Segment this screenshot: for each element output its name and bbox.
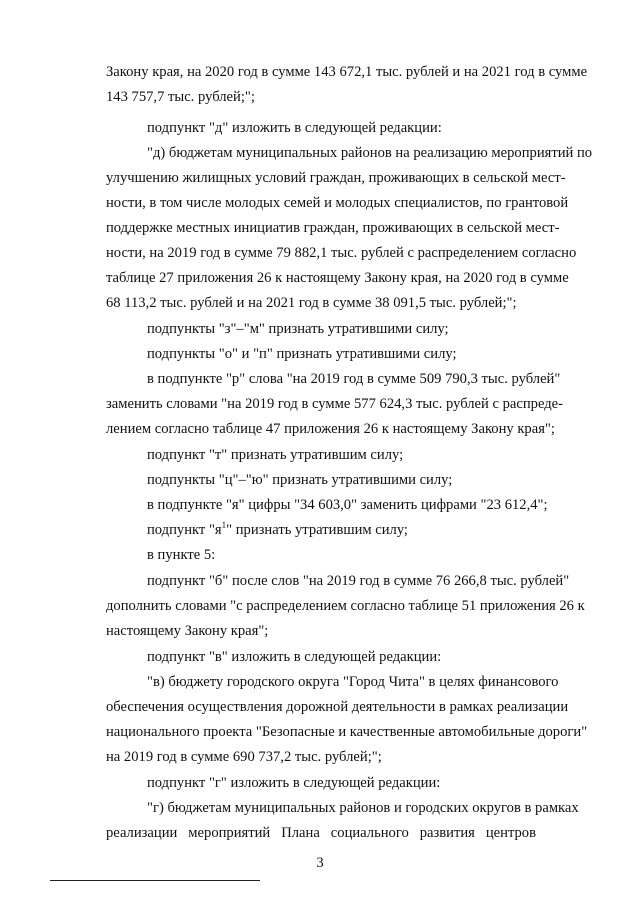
superscript: 1 — [221, 520, 227, 531]
text-line: ности, на 2019 год в сумме 79 882,1 тыс. рублей с распределением согласно — [106, 245, 577, 261]
text-line: на 2019 год в сумме 690 737,2 тыс. рублей;"; — [106, 749, 382, 765]
text-line: подпункты "з"–"м" признать утратившими силу; — [147, 321, 449, 337]
text-line: 143 757,7 тыс. рублей;"; — [106, 89, 255, 105]
text-line: реализации мероприятий Плана социального развития центров — [106, 825, 536, 841]
text-line: "д) бюджетам муниципальных районов на реализацию мероприятий по — [147, 145, 593, 161]
text-line: обеспечения осуществления дорожной деятельности в рамках реализации — [106, 699, 569, 715]
page-number: 3 — [316, 855, 324, 871]
text-fragment: " признать утратившим силу; — [226, 522, 408, 538]
text-line: заменить словами "на 2019 год в сумме 577 624,3 тыс. рублей с распреде- — [106, 396, 564, 412]
text-line: в подпункте "р" слова "на 2019 год в сумме 509 790,3 тыс. рублей" — [147, 371, 561, 387]
text-line: улучшению жилищных условий граждан, проживающих в сельской мест- — [106, 170, 566, 186]
text-line: в подпункте "я" цифры "34 603,0" заменить цифрами "23 612,4"; — [147, 497, 548, 513]
text-line: 68 113,2 тыс. рублей и на 2021 год в сумме 38 091,5 тыс. рублей;"; — [106, 295, 517, 311]
text-line: поддержке местных инициатив граждан, проживающих в сельской мест- — [106, 220, 560, 236]
text-line: подпункт "в" изложить в следующей редакции: — [147, 649, 442, 665]
text-line: дополнить словами "с распределением согласно таблице 51 приложения 26 к — [106, 598, 585, 614]
text-line: ности, в том числе молодых семей и молодых специалистов, по грантовой — [106, 195, 569, 211]
text-line: подпункт "б" после слов "на 2019 год в сумме 76 266,8 тыс. рублей" — [147, 573, 570, 589]
text-line: "в) бюджету городского округа "Город Чита" в целях финансового — [147, 674, 559, 690]
text-line: подпункты "ц"–"ю" признать утратившими силу; — [147, 472, 453, 488]
text-line: подпункт "д" изложить в следующей редакции: — [147, 120, 442, 136]
text-line — [147, 521, 536, 539]
text-fragment: подпункт "я — [147, 522, 222, 538]
text-line: национального проекта "Безопасные и качественные автомобильные дороги" — [106, 724, 588, 740]
text-line: "г) бюджетам муниципальных районов и городских округов в рамках — [147, 800, 579, 816]
text-line: Закону края, на 2020 год в сумме 143 672,1 тыс. рублей и на 2021 год в сумме — [106, 64, 588, 80]
text-line: в пункте 5: — [147, 547, 216, 563]
text-line: подпункт "т" признать утратившим силу; — [147, 447, 404, 463]
text-line: таблице 27 приложения 26 к настоящему Закону края, на 2020 год в сумме — [106, 270, 569, 286]
text-line: подпункт "г" изложить в следующей редакции: — [147, 775, 441, 791]
text-line: настоящему Закону края"; — [106, 623, 269, 639]
footer-divider — [50, 880, 260, 881]
text-line: подпункты "о" и "п" признать утратившими силу; — [147, 346, 457, 362]
text-line: лением согласно таблице 47 приложения 26 к настоящему Закону края"; — [106, 421, 555, 437]
